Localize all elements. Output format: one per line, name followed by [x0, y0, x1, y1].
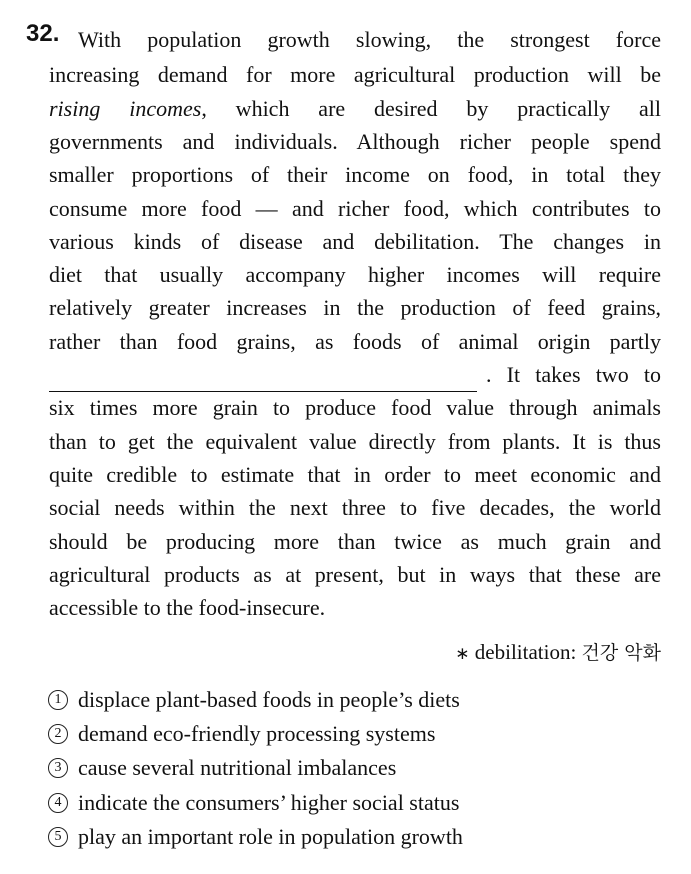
choice-1[interactable] [48, 683, 460, 717]
passage-line: six times more grain to produce food value through animals [49, 395, 661, 420]
choice-text: indicate the consumers’ higher social status [78, 790, 460, 815]
passage-line: smaller proportions of their income on food, in total they [49, 162, 661, 187]
italic-phrase: rising incomes [49, 96, 202, 121]
choice-text: cause several nutritional imbalances [78, 755, 397, 780]
passage-line-rest: . It takes two to [486, 362, 661, 387]
question-number: 32. [26, 20, 60, 47]
passage-line: diet that usually accompany higher incomes will require [49, 262, 661, 287]
footnote [455, 637, 661, 669]
choice-number-badge: 4 [48, 793, 68, 813]
passage-line: accessible to the food-insecure. [49, 595, 326, 620]
passage-line: With population growth slowing, the strongest force [78, 27, 661, 52]
passage-line [49, 92, 661, 126]
footnote-gloss: 건강 악화 [581, 642, 661, 664]
choice-text: play an important role in population growth [78, 824, 463, 849]
choice-number-badge: 5 [48, 827, 68, 847]
choice-2[interactable] [48, 717, 435, 751]
passage-line: increasing demand for more agricultural production will be [49, 62, 661, 87]
footnote-term: debilitation: [474, 640, 577, 664]
answer-blank [49, 365, 477, 392]
passage-line: social needs within the next three to five decades, the world [49, 495, 661, 520]
passage-line: various kinds of disease and debilitation. The changes in [49, 229, 661, 254]
choice-number-badge: 1 [48, 690, 68, 710]
passage-line: governments and individuals. Although richer people spend [49, 129, 661, 154]
passage-line: relatively greater increases in the production of feed grains, [49, 295, 661, 320]
passage-line: quite credible to estimate that in order to meet economic and [49, 462, 661, 487]
passage-line-rest: , which are desired by practically all [201, 96, 661, 121]
choice-5[interactable] [48, 820, 463, 854]
choice-number-badge: 2 [48, 724, 68, 744]
choice-3[interactable] [48, 751, 396, 785]
footnote-star: ∗ [455, 644, 470, 664]
passage-line [49, 358, 661, 392]
passage-line: rather than food grains, as foods of animal origin partly [49, 329, 661, 354]
choice-number-badge: 3 [48, 758, 68, 778]
choice-text: demand eco-friendly processing systems [78, 721, 436, 746]
passage-line: should be producing more than twice as much grain and [49, 529, 661, 554]
passage-line: agricultural products as at present, but in ways that these are [49, 562, 661, 587]
passage-line: than to get the equivalent value directly from plants. It is thus [49, 429, 661, 454]
choice-4[interactable] [48, 786, 459, 820]
choice-text: displace plant-based foods in people’s diets [78, 687, 460, 712]
passage-line: consume more food — and richer food, which contributes to [49, 196, 661, 221]
